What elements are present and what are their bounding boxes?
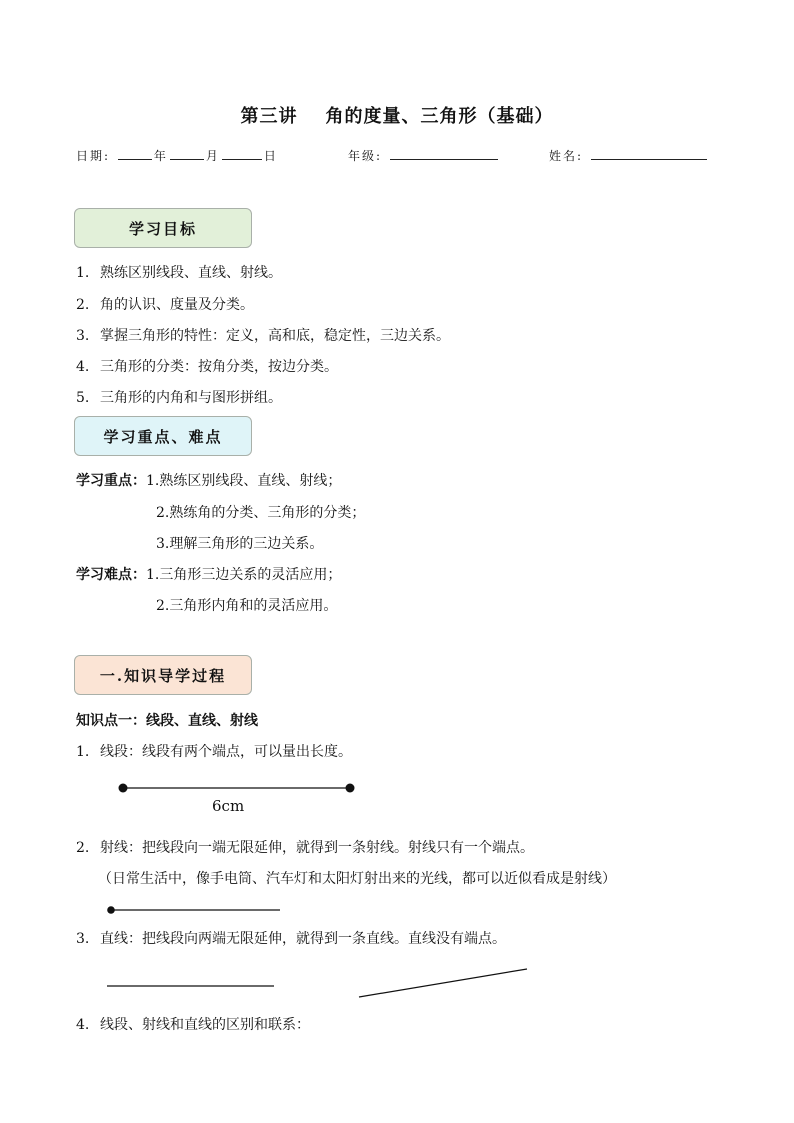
- straight-line-slanted: [359, 969, 527, 997]
- difficult-points-label: 学习难点：: [76, 567, 146, 583]
- line-figures: [107, 969, 527, 997]
- process-heading: 一.知识导学过程: [74, 655, 252, 695]
- list-item: 4. 线段、射线和直线的区别和联系：: [76, 1017, 310, 1033]
- name-field: 姓名:: [549, 146, 709, 164]
- ray-figure: [107, 906, 280, 914]
- ray-endpoint: [107, 906, 115, 914]
- list-item: 4. 三角形的分类：按角分类，按边分类。: [76, 359, 338, 375]
- segment-length-label: 6cm: [212, 797, 245, 815]
- segment-figure: [119, 784, 355, 793]
- segment-endpoint-right: [346, 784, 355, 793]
- list-item: 3. 掌握三角形的特性：定义，高和底，稳定性，三边关系。: [76, 328, 450, 344]
- list-item: 1. 熟练区别线段、直线、射线。: [76, 265, 282, 281]
- list-item: 5. 三角形的内角和与图形拼组。: [76, 390, 282, 406]
- difficult-point-item: 2.三角形内角和的灵活应用。: [156, 598, 338, 614]
- focus-heading: 学习重点、难点: [74, 416, 252, 456]
- lesson-number: 第三讲: [240, 106, 298, 127]
- difficult-points-row: 学习难点：1.三角形三边关系的灵活应用；: [76, 567, 342, 583]
- list-item: 2. 角的认识、度量及分类。: [76, 297, 254, 313]
- key-point-item: 2.熟练角的分类、三角形的分类；: [156, 505, 366, 521]
- date-field: 日期: 年 月 日: [76, 146, 278, 164]
- knowledge-point-title: 知识点一：线段、直线、射线: [76, 713, 258, 729]
- segment-endpoint-left: [119, 784, 128, 793]
- ray-note: （日常生活中，像手电筒、汽车灯和太阳灯射出来的光线，都可以近似看成是射线）: [98, 871, 616, 887]
- list-item: 1. 线段：线段有两个端点，可以量出长度。: [76, 744, 352, 760]
- key-points-label: 学习重点：: [76, 473, 146, 489]
- key-point-item: 3.理解三角形的三边关系。: [156, 536, 324, 552]
- grade-field: 年级:: [348, 146, 500, 164]
- key-points-row: 学习重点：1.熟练区别线段、直线、射线；: [76, 473, 342, 489]
- goals-heading: 学习目标: [74, 208, 252, 248]
- list-item: 3. 直线：把线段向两端无限延伸，就得到一条直线。直线没有端点。: [76, 931, 506, 947]
- lesson-topic: 角的度量、三角形（基础）: [325, 106, 554, 127]
- list-item: 2. 射线：把线段向一端无限延伸，就得到一条射线。射线只有一个端点。: [76, 840, 534, 856]
